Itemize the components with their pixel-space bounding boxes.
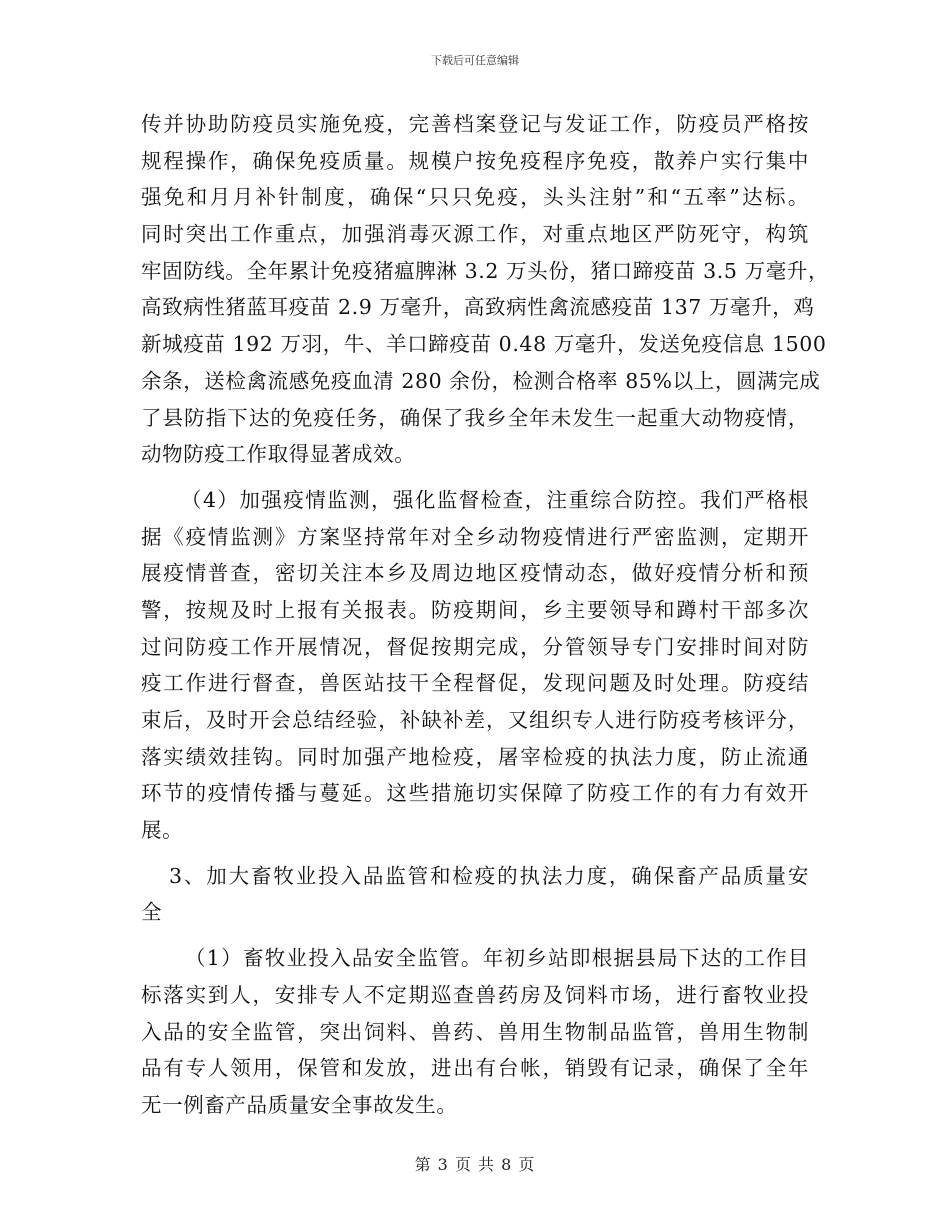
section-heading bbox=[141, 858, 809, 931]
text-line: 同时突出工作重点，加强消毒灭源工作，对重点地区严防死守，构筑 bbox=[141, 222, 809, 247]
text-line: 展。 bbox=[141, 818, 184, 843]
text-line: 传并协助防疫员实施免疫，完善档案登记与发证工作，防疫员严格按 bbox=[141, 112, 809, 136]
text-line: 动物防疫工作取得显著成效。 bbox=[141, 442, 416, 467]
text-line: 束后，及时开会总结经验，补缺补差，又组织专人进行防疫考核评分， bbox=[141, 708, 809, 732]
text-line: 新城疫苗 192 万羽，牛、羊口蹄疫苗 0.48 万毫升，发送免疫信息 1500 bbox=[141, 332, 827, 357]
text-line: 展疫情普查，密切关注本乡及周边地区疫情动态，做好疫情分析和预 bbox=[141, 561, 809, 586]
page-header: 下载后可任意编辑 bbox=[431, 54, 519, 67]
text-line: 品有专人领用，保管和发放，进出有台帐，销毁有记录，确保了全年 bbox=[141, 1056, 809, 1081]
text-line: 环节的疫情传播与蔓延。这些措施切实保障了防疫工作的有力有效开 bbox=[141, 781, 809, 806]
text-line: 规程操作，确保免疫质量。规模户按免疫程序免疫，散养户实行集中 bbox=[141, 148, 809, 173]
text-line: 疫工作进行督查，兽医站技干全程督促，发现问题及时处理。防疫结 bbox=[141, 671, 809, 696]
text-line: 牢固防线。全年累计免疫猪瘟脾淋 3.2 万头份，猪口蹄疫苗 3.5 万毫升， bbox=[141, 258, 830, 283]
text-line: 3、加大畜牧业投入品监管和检疫的执法力度，确保畜产品质量安 bbox=[169, 863, 809, 888]
text-line: 了县防指下达的免疫任务，确保了我乡全年未发生一起重大动物疫情， bbox=[141, 405, 809, 430]
paragraph bbox=[141, 106, 830, 473]
text-line: 无一例畜产品质量安全事故发生。 bbox=[141, 1092, 458, 1117]
text-line: 过问防疫工作开展情况，督促按期完成，分管领导专门安排时间对防 bbox=[141, 634, 809, 659]
text-line: 强免和月月补针制度，确保“只只免疫，头头注射”和“五率”达标。 bbox=[141, 185, 809, 210]
text-line: 全 bbox=[141, 900, 163, 925]
text-line: 余条，送检禽流感免疫血清 280 余份，检测合格率 85%以上，圆满完成 bbox=[141, 368, 821, 393]
text-line: （4）加强疫情监测，强化监督检查，注重综合防控。我们严格根 bbox=[181, 487, 809, 512]
text-line: 据《疫情监测》方案坚持常年对全乡动物疫情进行严密监测，定期开 bbox=[141, 524, 809, 549]
text-line: 落实绩效挂钩。同时加强产地检疫，屠宰检疫的执法力度，防止流通 bbox=[141, 744, 809, 769]
text-line: （1）畜牧业投入品安全监管。年初乡站即根据县局下达的工作目 bbox=[185, 946, 809, 971]
text-line: 高致病性猪蓝耳疫苗 2.9 万毫升，高致病性禽流感疫苗 137 万毫升，鸡 bbox=[141, 295, 815, 320]
paragraph bbox=[141, 940, 809, 1123]
page-footer: 第 3 页 共 8 页 bbox=[414, 1155, 536, 1174]
text-line: 警，按规及时上报有关报表。防疫期间，乡主要领导和蹲村干部多次 bbox=[141, 597, 809, 622]
paragraph bbox=[141, 482, 809, 849]
text-line: 标落实到人，安排专人不定期巡查兽药房及饲料市场，进行畜牧业投 bbox=[141, 982, 809, 1007]
body-text bbox=[141, 106, 830, 1124]
text-line: 入品的安全监管，突出饲料、兽药、兽用生物制品监管，兽用生物制 bbox=[141, 1019, 809, 1044]
